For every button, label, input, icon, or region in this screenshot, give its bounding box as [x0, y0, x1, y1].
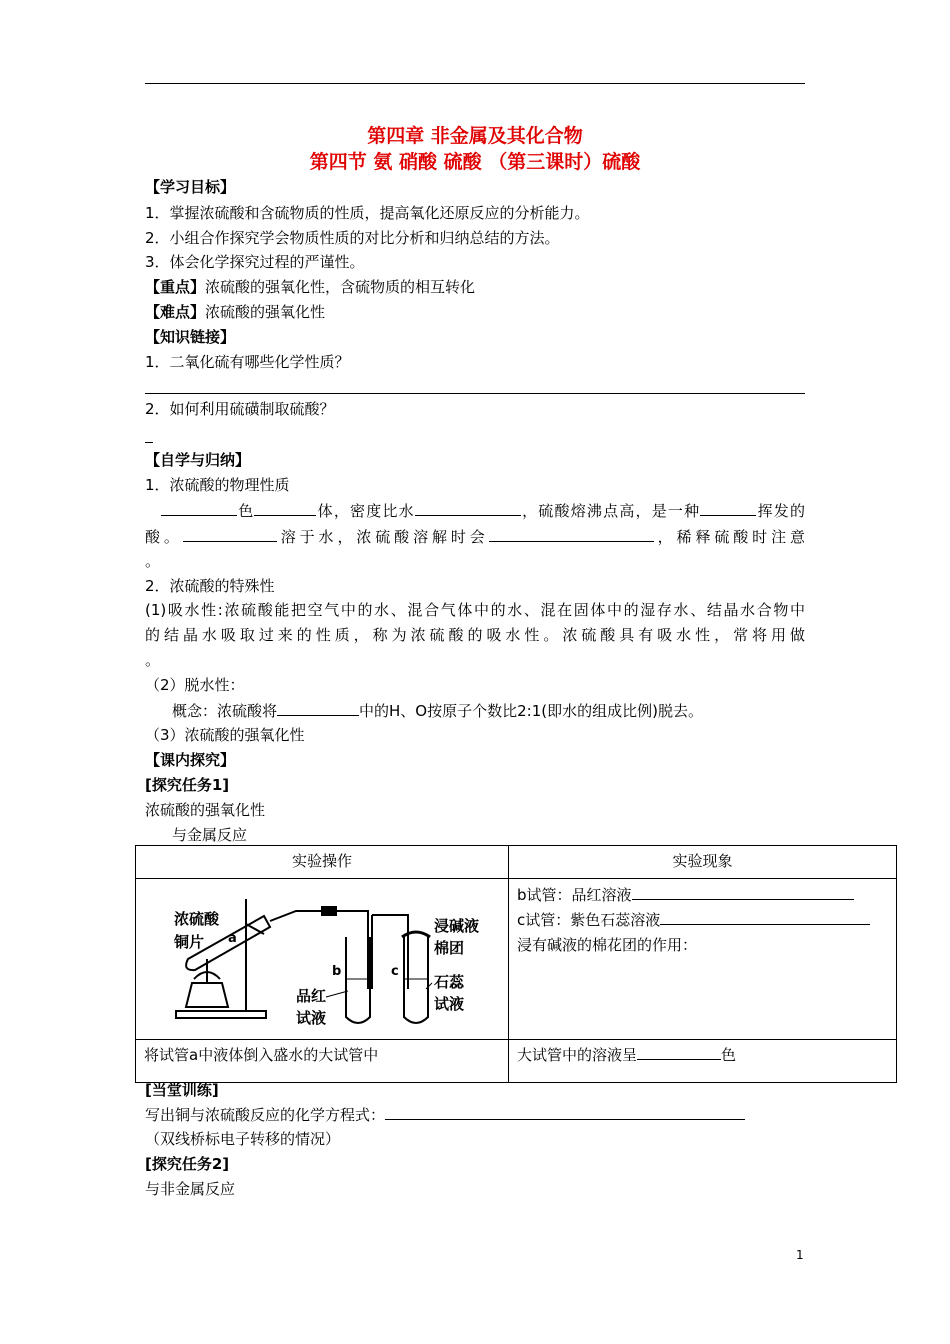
- goal-item-3: 3．体会化学探究过程的严谨性。: [145, 253, 365, 271]
- label-alkali-1: 浸碱液: [434, 917, 480, 935]
- task-1-topic: 浓硫酸的强氧化性: [145, 801, 266, 819]
- column-header-operation: 实验操作: [136, 846, 509, 879]
- chapter-title: 第四章 非金属及其化合物: [367, 125, 583, 147]
- task-2-topic: 与非金属反应: [145, 1180, 236, 1198]
- observation-cotton: 浸有碱液的棉花团的作用：: [517, 936, 698, 954]
- delivery-tube: [270, 911, 368, 989]
- section-title: 第四节 氨 硝酸 硫酸 （第三课时）硫酸: [309, 151, 641, 173]
- header-rule: [145, 83, 805, 84]
- phenomenon-cell: [509, 879, 897, 1040]
- label-acid: 浓硫酸: [174, 910, 220, 928]
- inquiry-heading: 【课内探究】: [145, 751, 236, 769]
- alkali-cotton-icon: [402, 932, 430, 937]
- key-point: [145, 277, 475, 297]
- rubber-connector: [322, 907, 336, 915]
- self-study-heading: 【自学与归纳】: [145, 451, 251, 469]
- key-point-text: 浓硫酸的强氧化性，含硫物质的相互转化: [205, 278, 476, 296]
- observation-2: 大试管中的溶液呈 色: [509, 1040, 897, 1083]
- link-question-2: 2．如何利用硫磺制取硫酸？: [145, 400, 335, 418]
- label-pinhong-1: 品红: [296, 987, 327, 1005]
- label-tube-b: b: [332, 964, 342, 979]
- label-alkali-2: 棉团: [434, 939, 465, 957]
- practice-heading: [当堂训练]: [145, 1081, 219, 1099]
- answer-line-1: [145, 393, 805, 394]
- apparatus-cell: [136, 879, 509, 1040]
- absorb-line-3: 。: [145, 651, 161, 669]
- physical-properties-line-1: 色 体，密度比水 ，硫酸熔沸点高，是一种 挥发的: [145, 500, 805, 521]
- goal-item-2: 2．小组合作探究学会物质性质的对比分析和归纳总结的方法。: [145, 229, 560, 247]
- task-1-heading: [探究任务1]: [145, 776, 230, 794]
- page-number: 1: [796, 1248, 804, 1262]
- answer-line-2: [145, 442, 153, 443]
- physical-properties-line-3: 。: [145, 552, 161, 570]
- operation-2: 将试管a中液体倒入盛水的大试管中: [136, 1040, 509, 1083]
- label-litmus-2: 试液: [434, 995, 465, 1013]
- label-copper: 铜片: [174, 933, 205, 951]
- special-properties-title: 2．浓硫酸的特殊性: [145, 577, 275, 595]
- difficulty-text: 浓硫酸的强氧化性: [205, 303, 326, 321]
- apparatus-diagram: [136, 879, 508, 1039]
- key-point-label: 【重点】: [145, 278, 206, 296]
- difficulty: [145, 302, 325, 322]
- oxidizing-title: （3）浓硫酸的强氧化性: [145, 726, 305, 744]
- practice-note: （双线桥标电子转移的情况）: [145, 1130, 341, 1148]
- dehydration-title: （2）脱水性：: [145, 676, 245, 694]
- label-litmus-1: 石蕊: [434, 973, 465, 991]
- goal-item-1: 1．掌握浓硫酸和含硫物质的性质，提高氧化还原反应的分析能力。: [145, 204, 590, 222]
- difficulty-label: 【难点】: [145, 303, 206, 321]
- test-tube-b: [346, 937, 370, 1023]
- absorb-line-2: 的结晶水吸取过来的性质，称为浓硫酸的吸水性。浓硫酸具有吸水性，常将用做: [145, 626, 805, 644]
- link-heading: 【知识链接】: [145, 328, 236, 346]
- task-1-subtopic: 与金属反应: [172, 826, 248, 844]
- link-question-1: 1．二氧化硫有哪些化学性质？: [145, 353, 350, 371]
- goals-heading: 【学习目标】: [145, 178, 236, 196]
- physical-properties-title: 1．浓硫酸的物理性质: [145, 476, 290, 494]
- alcohol-lamp-icon: [186, 983, 228, 1007]
- absorb-line-1: (1)吸水性:浓硫酸能把空气中的水、混合气体中的水、混在固体中的湿存水、结晶水合物中: [145, 601, 805, 619]
- observation-c: c试管：紫色石蕊溶液: [517, 908, 888, 933]
- delivery-tube-to-c: [372, 915, 408, 989]
- stand-base: [176, 1011, 266, 1018]
- physical-properties-line-2: 酸。 溶于水，浓硫酸溶解时会 ，稀释硫酸时注意: [145, 528, 805, 546]
- label-tube-a: a: [228, 931, 237, 946]
- experiment-table: [135, 845, 897, 1083]
- task-2-heading: [探究任务2]: [145, 1155, 230, 1173]
- dehydration-concept: 概念：浓硫酸将 中的H、O按原子个数比2:1(即水的组成比例)脱去。: [172, 702, 703, 720]
- practice-question: 写出铜与浓硫酸反应的化学方程式：: [145, 1104, 745, 1125]
- observation-b: b试管：品红溶液: [517, 883, 888, 908]
- column-header-phenomenon: 实验现象: [509, 846, 897, 879]
- label-tube-c: c: [391, 964, 399, 979]
- label-pinhong-2: 试液: [296, 1009, 327, 1027]
